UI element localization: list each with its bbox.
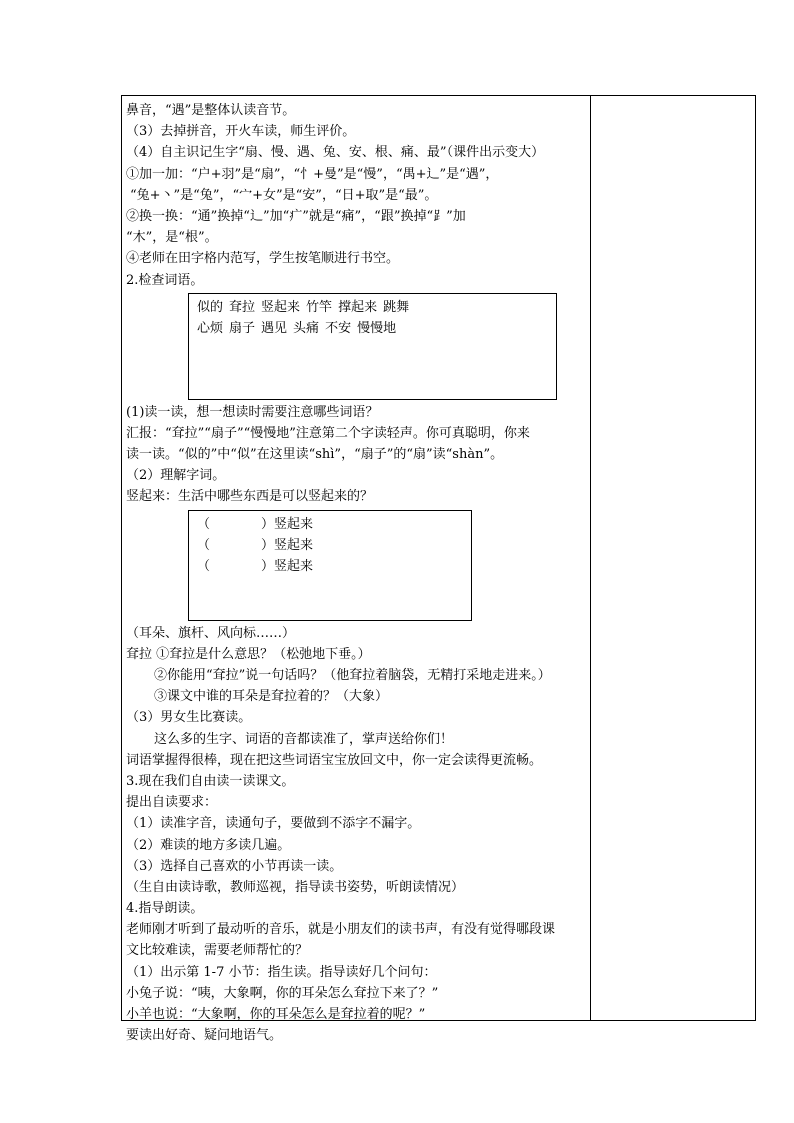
text-line: 4.指导朗读。 <box>126 901 204 917</box>
word: 不安 <box>325 320 352 336</box>
lesson-content-cell <box>126 100 588 1046</box>
word: 跳舞 <box>383 299 410 315</box>
word: 撑起来 <box>338 299 378 315</box>
word: 竖起来 <box>261 299 301 315</box>
text-line: 竖起来：生活中哪些东西是可以竖起来的？ <box>126 489 374 505</box>
open-paren: （ <box>197 516 211 532</box>
word: 头痛 <box>293 320 320 336</box>
text-line: ②你能用“耷拉”说一句话吗？（他耷拉着脑袋，无精打采地走进来。） <box>154 668 551 683</box>
fill-suffix: ）竖起来 <box>261 537 314 553</box>
text-line: （1）读准字音，读通句子，要做到不添字不漏字。 <box>126 816 421 832</box>
fill-suffix: ）竖起来 <box>261 516 314 532</box>
notes-cell <box>591 96 755 1020</box>
text-line: （3）选择自己喜欢的小节再读一读。 <box>126 858 343 874</box>
text-line: “兔+丶”是“兔”，“宀+女”是“安”，“日+取”是“最”。 <box>130 187 438 203</box>
lesson-plan-table <box>121 95 756 1044</box>
text-line: 鼻音，“遇”是整体认读音节。 <box>126 103 296 118</box>
word: 慢慢地 <box>357 320 397 336</box>
fill-row <box>197 556 463 577</box>
word: 耷拉 <box>229 299 256 315</box>
text-line: ②换一换：“通”换掉“辶”加“疒”就是“痛”，“跟”换掉“⻊”加 <box>126 208 466 224</box>
text-line: 词语掌握得很棒，现在把这些词语宝宝放回文中，你一定会读得更流畅。 <box>126 752 543 768</box>
text-line: 汇报：“耷拉”“扇子”“慢慢地”注意第二个字读轻声。你可真聪明，你来 <box>126 425 530 441</box>
text-line: （2）理解字词。 <box>126 468 226 484</box>
word-box <box>188 293 557 400</box>
text-line: （2）难读的地方多读几遍。 <box>126 837 291 853</box>
text-line: 小羊也说：“大象啊，你的耳朵怎么是耷拉着的呢？” <box>126 1007 426 1022</box>
text-line: (1)读一读，想一想读时需要注意哪些词语？ <box>126 404 379 420</box>
text-line: （3）男女生比赛读。 <box>126 710 252 726</box>
word: 扇子 <box>229 320 256 336</box>
fill-in-box <box>188 510 472 621</box>
text-line: （1）出示第 1-7 小节：指生读。指导读好几个问句： <box>126 964 437 980</box>
text-line: 小兔子说：“咦，大象啊，你的耳朵怎么耷拉下来了？” <box>126 985 439 1001</box>
text-line: 耷拉 ①耷拉是什么意思？（松弛地下垂。） <box>126 646 371 662</box>
word: 竹竿 <box>306 299 333 315</box>
word: 心烦 <box>197 320 224 336</box>
text-line: 要读出好奇、疑问地语气。 <box>126 1028 283 1044</box>
text-line: 读一读。“似的”中“似”在这里读“shì”，“扇子”的“扇”读“shàn”。 <box>126 447 504 463</box>
text-line: 2.检查词语。 <box>126 272 204 288</box>
word-row <box>197 318 548 339</box>
open-paren: （ <box>197 558 211 574</box>
text-line: （耳朵、旗杆、风向标……） <box>126 625 296 641</box>
text-line: ④老师在田字格内范写，学生按笔顺进行书空。 <box>126 251 400 267</box>
text-line: 这么多的生字、词语的音都读准了，掌声送给你们！ <box>154 731 454 747</box>
text-line: 文比较难读，需要老师帮忙的？ <box>126 943 309 959</box>
word: 似的 <box>197 299 224 315</box>
open-paren: （ <box>197 537 211 553</box>
text-line: ③课文中谁的耳朵是耷拉着的？（大象） <box>154 689 389 705</box>
text-line: 3.现在我们自由读一读课文。 <box>126 773 295 789</box>
fill-row <box>197 514 463 535</box>
text-line: “木”，是“根”。 <box>126 230 218 246</box>
text-line: （生自由读诗歌，教师巡视，指导读书姿势，听朗读情况） <box>126 879 465 895</box>
word: 遇见 <box>261 320 288 336</box>
word-row <box>197 297 548 318</box>
text-line: ①加一加：“户+羽”是“扇”，“忄+曼”是“慢”，“禺+辶”是“遇”， <box>126 166 499 182</box>
text-line: 提出自读要求： <box>126 795 218 811</box>
text-line: 老师刚才听到了最动听的音乐，就是小朋友们的读书声，有没有觉得哪段课 <box>126 922 556 938</box>
text-line: （4）自主识记生字“扇、慢、遇、兔、安、根、痛、最”（课件出示变大） <box>126 145 545 161</box>
text-line: （3）去掉拼音，开火车读，师生评价。 <box>126 124 356 140</box>
fill-row <box>197 535 463 556</box>
fill-suffix: ）竖起来 <box>261 558 314 574</box>
